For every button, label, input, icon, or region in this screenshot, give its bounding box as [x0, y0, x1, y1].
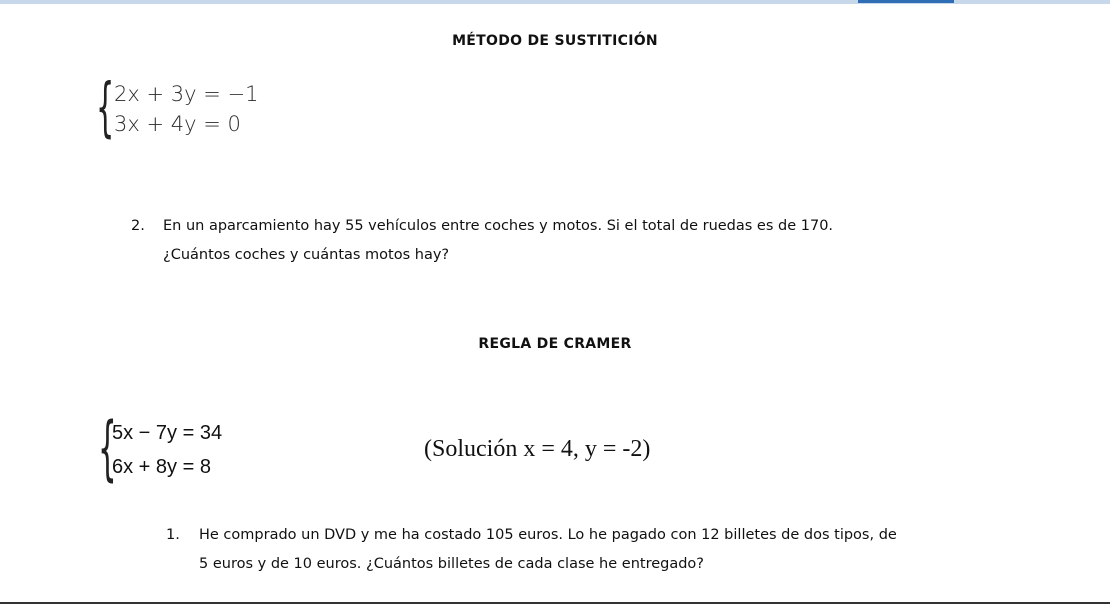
equation-line: 6x + 8y = 8	[112, 456, 211, 478]
problem-text: ¿Cuántos coches y cuántas motos hay?	[163, 247, 450, 263]
bottom-rule	[0, 602, 1110, 604]
brace-icon: {	[98, 407, 117, 489]
cramer-solution: (Solución x = 4, y = -2)	[424, 436, 651, 462]
problem-number: 1.	[166, 527, 180, 543]
equation-line: 2x + 3y = −1	[114, 82, 259, 106]
problem-text: 5 euros y de 10 euros. ¿Cuántos billetes de cada clase he entregado?	[199, 556, 704, 572]
problem-text: He comprado un DVD y me ha costado 105 euros. Lo he pagado con 12 billetes de dos tipos, de	[199, 527, 897, 543]
top-border-accent	[858, 0, 954, 3]
problem-text: En un aparcamiento hay 55 vehículos entre coches y motos. Si el total de ruedas es de 170.	[163, 218, 834, 234]
problem-number: 2.	[131, 218, 145, 234]
equation-line: 5x − 7y = 34	[112, 422, 223, 444]
equation-line: 3x + 4y = 0	[114, 112, 241, 136]
brace-icon: {	[96, 71, 115, 145]
section-title-substitution: MÉTODO DE SUSTITICIÓN	[452, 33, 658, 49]
section-title-cramer: REGLA DE CRAMER	[478, 336, 632, 352]
